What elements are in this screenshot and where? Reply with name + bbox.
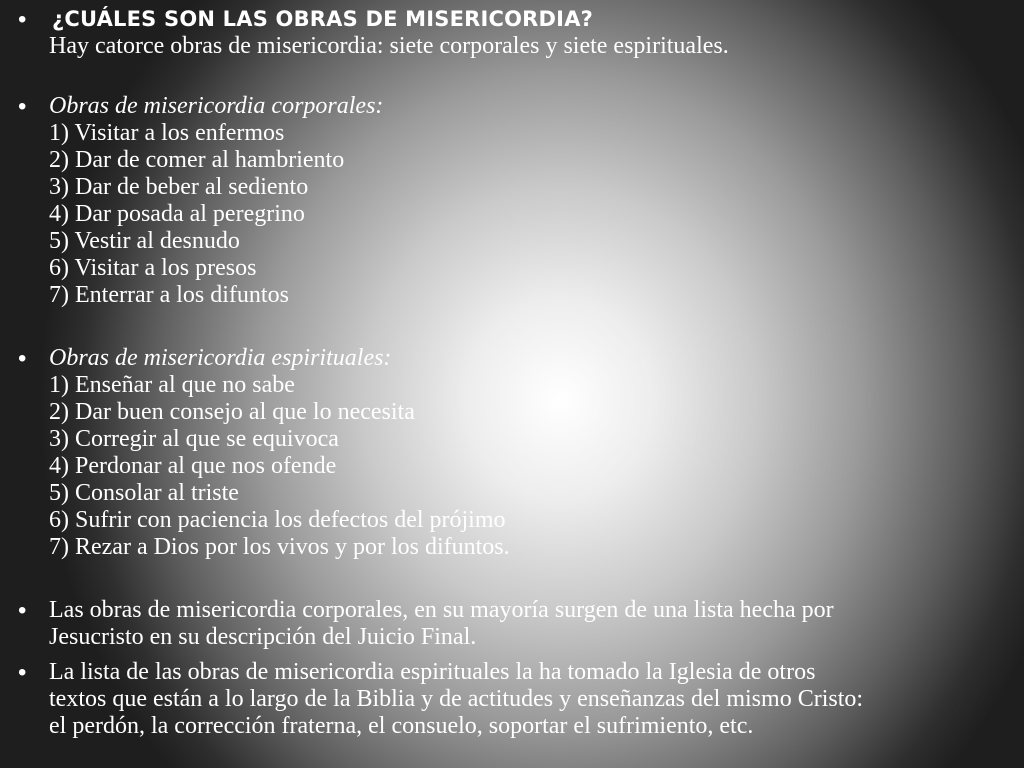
espirituales-list-item: 4) Perdonar al que nos ofende <box>49 453 337 479</box>
espirituales-body <box>49 345 1019 561</box>
espirituales-heading: Obras de misericordia espirituales: <box>49 345 392 371</box>
espirituales-list-item: 3) Corregir al que se equivoca <box>49 426 339 452</box>
bullet-icon: • <box>18 6 27 33</box>
espirituales-list-item: 1) Enseñar al que no sabe <box>49 372 295 398</box>
corporales-list-item: 3) Dar de beber al sediento <box>49 174 309 200</box>
corporales-heading: Obras de misericordia corporales: <box>49 93 384 119</box>
note-line: Las obras de misericordia corporales, en su mayoría surgen de una lista hecha por <box>49 597 834 623</box>
note-line: el perdón, la corrección fraterna, el consuelo, soportar el sufrimiento, etc. <box>49 713 754 739</box>
slide-title: ¿CUÁLES SON LAS OBRAS DE MISERICORDIA? <box>52 7 594 31</box>
note-line: Jesucristo en su descripción del Juicio Final. <box>49 624 477 650</box>
note-body <box>49 659 1019 740</box>
bullet-icon: • <box>18 93 27 120</box>
espirituales-list-item: 2) Dar buen consejo al que lo necesita <box>49 399 415 425</box>
bullet-icon: • <box>18 597 27 624</box>
corporales-list-item: 5) Vestir al desnudo <box>49 228 240 254</box>
corporales-list-item: 6) Visitar a los presos <box>49 255 257 281</box>
bullet-icon: • <box>18 659 27 686</box>
corporales-list-item: 1) Visitar a los enfermos <box>49 120 285 146</box>
espirituales-list-item: 6) Sufrir con paciencia los defectos del prójimo <box>49 507 506 533</box>
intro-body <box>49 6 1022 60</box>
corporales-list-item: 7) Enterrar a los difuntos <box>49 282 289 308</box>
intro-text: Hay catorce obras de misericordia: siete corporales y siete espirituales. <box>49 33 729 59</box>
note-line: textos que están a lo largo de la Biblia y de actitudes y enseñanzas del mismo Cristo: <box>49 686 864 712</box>
corporales-list-item: 2) Dar de comer al hambriento <box>49 147 345 173</box>
note-line: La lista de las obras de misericordia espirituales la ha tomado la Iglesia de otros <box>49 659 816 685</box>
corporales-list-item: 4) Dar posada al peregrino <box>49 201 305 227</box>
note-body <box>49 597 1019 651</box>
espirituales-list-item: 5) Consolar al triste <box>49 480 239 506</box>
espirituales-list-item: 7) Rezar a Dios por los vivos y por los difuntos. <box>49 534 510 560</box>
corporales-body <box>49 93 1019 309</box>
bullet-icon: • <box>18 345 27 372</box>
